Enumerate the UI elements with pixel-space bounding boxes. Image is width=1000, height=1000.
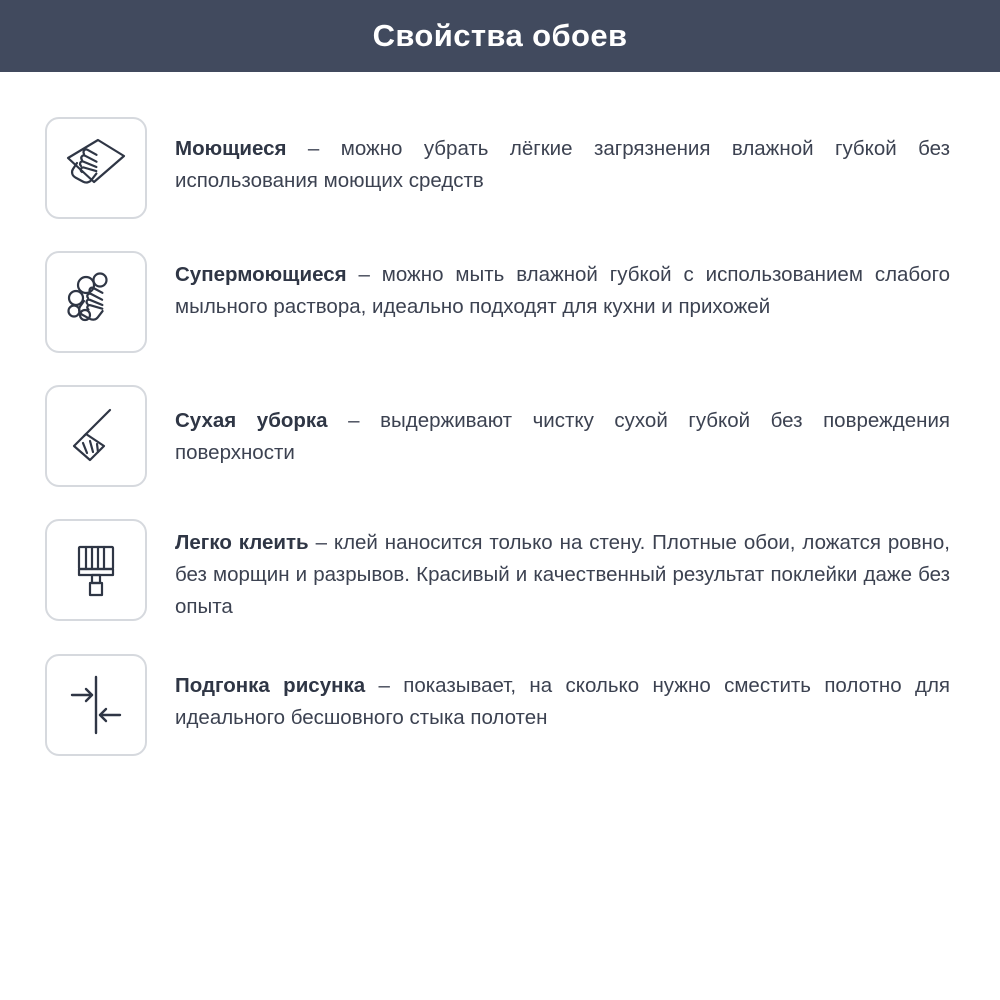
list-item-description: можно убрать лёгкие загрязнения влажной губкой без использования моющих средств [175,137,950,192]
list-item-separator: – [308,531,334,554]
list-item [45,251,970,353]
list-item-text [175,654,950,734]
sponge-wipe-hand-icon [45,117,147,219]
foam-bubbles-hand-icon [45,251,147,353]
list-item-term: Моющиеся [175,137,287,160]
list-item-text [175,385,950,469]
list-item-separator: – [286,137,341,160]
list-item-term: Подгонка рисунка [175,674,366,698]
list-item [45,654,970,756]
list-item-separator: – [365,674,404,698]
list-item-text [175,519,950,622]
paint-brush-icon [45,519,147,621]
brush-sweep-icon [45,385,147,487]
list-item-description: показывает, на сколько нужно сместить полотно для идеального бесшовного стыка полотен [175,674,951,730]
list-item [45,519,970,622]
page-title: Свойства обоев [372,18,628,53]
list-item-description: можно мыть влажной губкой с использованием слабого мыльного раствора, идеально подходят для кухни и прихожей [175,263,951,318]
properties-list [0,72,1000,766]
list-item-term: Легко клеить [175,531,309,554]
list-item [45,385,970,487]
list-item-text [175,251,950,323]
list-item-separator: – [327,409,381,432]
list-item-separator: – [346,263,382,286]
list-item-description: клей наносится только на стену. Плотные обои, ложатся ровно, без морщин и разрывов. Красивый и качественный результат поклейки даже без опыта [175,531,950,618]
list-item-description: выдерживают чистку сухой губкой без повреждения поверхности [175,409,950,464]
page-header [0,0,1000,72]
list-item-term: Сухая уборка [175,409,328,432]
list-item [45,117,970,219]
list-item-text [175,117,950,197]
pattern-offset-arrows-icon [45,654,147,756]
list-item-term: Супермоющиеся [175,263,347,286]
